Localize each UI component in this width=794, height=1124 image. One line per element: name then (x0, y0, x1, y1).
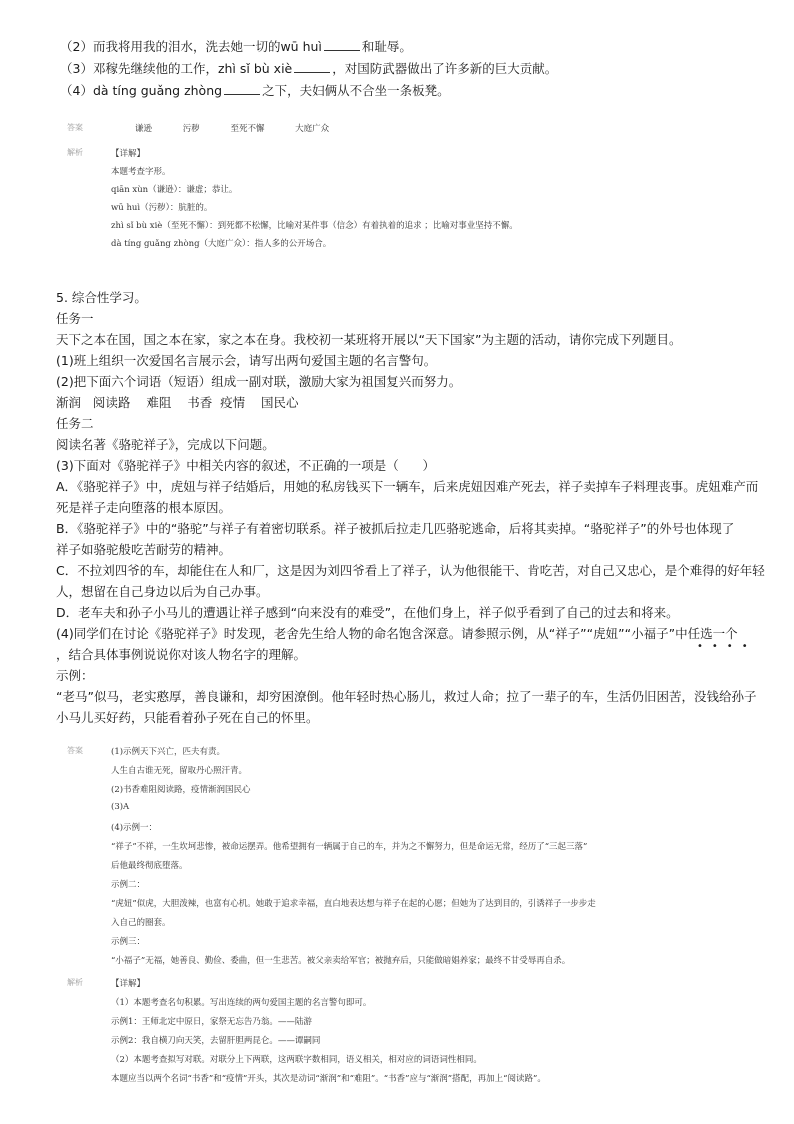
answer-tag: 答案 (67, 746, 83, 755)
answer-line: 示例三： (111, 937, 146, 947)
analysis-line: 【详解】 (111, 149, 146, 159)
answer-blank (224, 83, 260, 95)
task-heading: 任务二 (56, 416, 94, 431)
analysis-line: 本题应当以两个名词“书香”和“疫情”开头，其次是动词“渐润”和“难阻”。“书香”应与“渐润”搭配，再加上“阅读路”。 (111, 1074, 546, 1084)
analysis-line: zhì sǐ bù xiè（至死不懈）：到死都不松懈，比喻对某件事（信念）有着执着的追求 ；比喻对事业坚持不懈。 (111, 221, 518, 231)
analysis-line: （2）本题考查拟写对联。对联分上下两联，这两联字数相同，语义相关，相对应的词语词性相同。 (111, 1055, 482, 1065)
answer-blank (294, 61, 330, 73)
question-text: 阅读名著《骆驼祥子》，完成以下问题。 (56, 437, 275, 452)
analysis-line: qiān xùn（谦逊）：谦虚；恭让。 (111, 185, 238, 195)
answer-line: (2)书香难阻阅读路，疫情渐润国民心 (111, 785, 251, 795)
analysis-tag: 解析 (67, 978, 83, 987)
question-text: (1)班上组织一次爱国名言展示会，请写出两句爱国主题的名言警句。 (56, 353, 437, 368)
answer-tag: 答案 (67, 123, 83, 132)
question-text: 天下之本在国，国之本在家，家之本在身。我校初一某班将开展以“天下国家”为主题的活动，请你完成下列题目。 (56, 332, 682, 347)
option-d: D．老车夫和孙子小马儿的遭遇让祥子感到“向来没有的难受”，在他们身上，祥子似乎看到了自己的过去和将来。 (56, 605, 679, 620)
word-list: 渐润 阅读路 难阻 书香 疫情 国民心 (56, 395, 299, 410)
question-text: (3)下面对《骆驼祥子》中相关内容的叙述，不正确的一项是（ ） (56, 458, 436, 473)
q4-item-3: （3）邓稼先继续他的工作，zhì sǐ bù xiè ，对国防武器做出了许多新的巨大贡献。 (60, 61, 558, 76)
q4-item-4: （4）dà tíng guǎng zhòng 之下，夫妇俩从不合坐一条板凳。 (60, 83, 450, 98)
answer-line: (4)示例一： (111, 823, 158, 833)
answer-blank (324, 39, 360, 51)
option-a-cont: 死是祥子走向堕落的根本原因。 (56, 500, 232, 515)
analysis-line: wū huì（污秽）：肮脏的。 (111, 203, 213, 213)
option-a: A．《骆驼祥子》中，虎妞与祥子结婚后，用她的私房钱买下一辆车，后来虎妞因难产死去，祥子卖掉车子料理丧事。虎妞难产而 (56, 479, 759, 494)
option-c-cont: 人，想留在自己身边以后为自己办事。 (56, 584, 269, 599)
answer-item: 大庭广众 (295, 124, 330, 134)
answer-line: “虎妞”似虎，大胆泼辣，也富有心机。她敢于追求幸福，直白地表达想与祥子在起的心愿；但她为了达到目的，引诱祥子一步步走 (111, 899, 596, 909)
answer-line: 人生自古谁无死，留取丹心照汗青。 (111, 766, 248, 776)
option-c: C．不拉刘四爷的车，却能住在人和厂，这是因为刘四爷看上了祥子，认为他很能干、肯吃苦，对自己又忠心，是个难得的好年轻 (56, 563, 765, 578)
answer-item: 谦逊 (135, 124, 153, 134)
analysis-line: 本题考查字形。 (111, 167, 171, 177)
task-heading: 任务一 (56, 311, 94, 326)
option-b-cont: 祥子如骆驼般吃苦耐劳的精神。 (56, 542, 232, 557)
answer-line: “小福子”无福，她善良、勤俭、委曲，但一生悲苦。被父亲卖给军官；被抛弃后，只能做暗娼养家；最终不甘受辱再自杀。 (111, 956, 571, 966)
answer-item: 污秽 (182, 124, 200, 134)
example-heading: 示例： (56, 668, 94, 683)
answer-line: “祥子”不祥，一生坎坷悲惨，被命运摆弄。他希望拥有一辆属于自己的车，并为之不懈努力，但是命运无常，经历了“三起三落” (111, 842, 588, 852)
example-text: “老马”似马，老实憨厚，善良谦和，却穷困潦倒。他年轻时热心肠儿，救过人命；拉了一辈子的车，生活仍旧困苦，没钱给孙子 (56, 689, 757, 704)
question-text: ，结合具体事例说说你对该人物名字的理解。 (56, 647, 307, 662)
analysis-tag: 解析 (67, 148, 83, 157)
answer-line: 入自己的圈套。 (111, 918, 171, 928)
analysis-line: 示例2：我自横刀向天笑，去留肝胆两昆仑。——谭嗣同 (111, 1036, 321, 1046)
answer-item: 至死不懈 (230, 124, 265, 134)
question-text: (2)把下面六个词语（短语）组成一副对联，激励大家为祖国复兴而努力。 (56, 374, 462, 389)
q4-item-2: （2）而我将用我的泪水，洗去她一切的wū huì 和耻辱。 (60, 39, 412, 54)
q4-answers (135, 122, 357, 134)
example-text: 小马儿买好药，只能看着孙子死在自己的怀里。 (56, 710, 319, 725)
answer-line: 示例二： (111, 880, 146, 890)
answer-line: (1)示例天下兴亡，匹夫有责。 (111, 747, 226, 757)
analysis-line: 示例1：王师北定中原日，家祭无忘告乃翁。——陆游 (111, 1017, 312, 1027)
question-title: 5. 综合性学习。 (56, 290, 147, 305)
question-text: (4)同学们在讨论《骆驼祥子》时发现，老舍先生给人物的命名饱含深意。请参照示例，从“祥子”“虎妞”“小福子”中任选一个 (56, 626, 738, 641)
analysis-line: 【详解】 (111, 979, 146, 989)
answer-line: 后他最终彻底堕落。 (111, 861, 188, 871)
answer-line: (3)A (111, 802, 130, 812)
analysis-line: （1）本题考查名句积累。写出连续的两句爱国主题的名言警句即可。 (111, 998, 372, 1008)
emphasis-dots: •••• (697, 641, 757, 652)
analysis-line: dà tíng guǎng zhòng（大庭广众）：指人多的公开场合。 (111, 239, 332, 249)
option-b: B．《骆驼祥子》中的“骆驼”与祥子有着密切联系。祥子被抓后拉走几匹骆驼逃命，后将其卖掉。“骆驼祥子”的外号也体现了 (56, 521, 735, 536)
